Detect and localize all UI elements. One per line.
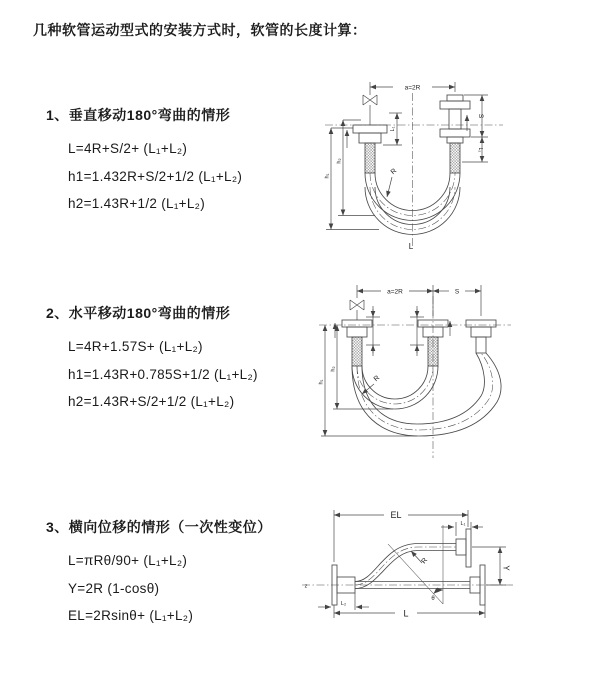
- formula-line: L=πRθ/90+ (L₁+L₂): [68, 553, 188, 568]
- section-1-formulas: [68, 135, 242, 218]
- formula-line: h1=1.43R+0.785S+1/2 (L₁+L₂): [68, 366, 258, 382]
- formula-line: L=4R+1.57S+ (L₁+L₂): [68, 339, 203, 354]
- middle-pipe: [418, 320, 448, 366]
- label-r: R: [372, 374, 382, 384]
- curved-pipe-position: [355, 529, 471, 589]
- section-2-heading: 2、水平移动180°弯曲的情形: [46, 305, 231, 321]
- label-l2: L₂: [340, 601, 347, 607]
- left-pipe: [353, 125, 387, 173]
- label-l1: L₁: [460, 521, 466, 527]
- dimension-y: [472, 547, 506, 585]
- section-2-formulas: [68, 333, 258, 416]
- label-el: EL: [390, 510, 402, 520]
- label-theta: θ: [431, 596, 435, 602]
- section-1-heading: 1、垂直移动180°弯曲的情形: [46, 107, 231, 123]
- label-r: R: [389, 167, 399, 177]
- formula-line: Y=2R (1-cosθ): [68, 580, 160, 596]
- dimension-h1: [318, 325, 417, 436]
- radius-construction: [388, 525, 443, 604]
- label-span: a=2R: [387, 288, 403, 296]
- radius-leader: [387, 177, 392, 197]
- label-h2: h₂: [330, 366, 337, 372]
- left-pipe: [342, 320, 372, 366]
- label-y: Y: [501, 565, 511, 571]
- section-3-heading: 3、横向位移的情形（一次性变位）: [46, 519, 272, 535]
- valve-icon: [363, 95, 377, 125]
- hose-bend-position-2: [352, 353, 501, 436]
- section-3: [46, 518, 272, 630]
- section-1: [46, 106, 242, 218]
- diagram-horizontal-180-bend: [311, 276, 598, 474]
- formula-line: h2=1.43R+S/2+1/2 (L₁+L₂): [68, 394, 235, 409]
- label-l1: L₁: [390, 126, 396, 132]
- dimension-l2: [462, 137, 488, 162]
- label-s: S: [454, 288, 460, 296]
- label-s: S: [477, 113, 484, 119]
- formula-line: h2=1.43R+1/2 (L₁+L₂): [68, 196, 206, 211]
- label-r: R: [420, 556, 430, 566]
- label-h2: h₂: [336, 158, 343, 164]
- section-3-formulas: [68, 547, 272, 630]
- page-title: 几种软管运动型式的安装方式时，软管的长度计算：: [33, 22, 367, 38]
- label-h1: h₁: [324, 173, 331, 179]
- centerlines: [325, 93, 503, 249]
- dimension-h2: [330, 325, 393, 409]
- diagram-lateral-displacement: [296, 502, 598, 648]
- formula-line: EL=2Rsinθ+ (L₁+L₂): [68, 608, 194, 623]
- label-span: a=2R: [404, 84, 421, 92]
- diagram-vertical-180-bend: [311, 73, 598, 258]
- label-l: L: [403, 608, 409, 619]
- section-2: [46, 304, 258, 416]
- right-pipe: [440, 95, 470, 173]
- label-l: L: [408, 242, 414, 251]
- label-z: z: [304, 583, 308, 590]
- formula-line: L=4R+S/2+ (L₁+L₂): [68, 141, 188, 156]
- formula-line: h1=1.432R+S/2+1/2 (L₁+L₂): [68, 168, 243, 184]
- label-h1: h₁: [318, 379, 325, 385]
- dimension-end-left: [366, 306, 380, 356]
- valve-icon: [350, 300, 364, 320]
- dimension-span-a2r: [357, 285, 481, 316]
- dimension-end-middle: [410, 306, 424, 356]
- label-l2: L₂: [477, 147, 483, 153]
